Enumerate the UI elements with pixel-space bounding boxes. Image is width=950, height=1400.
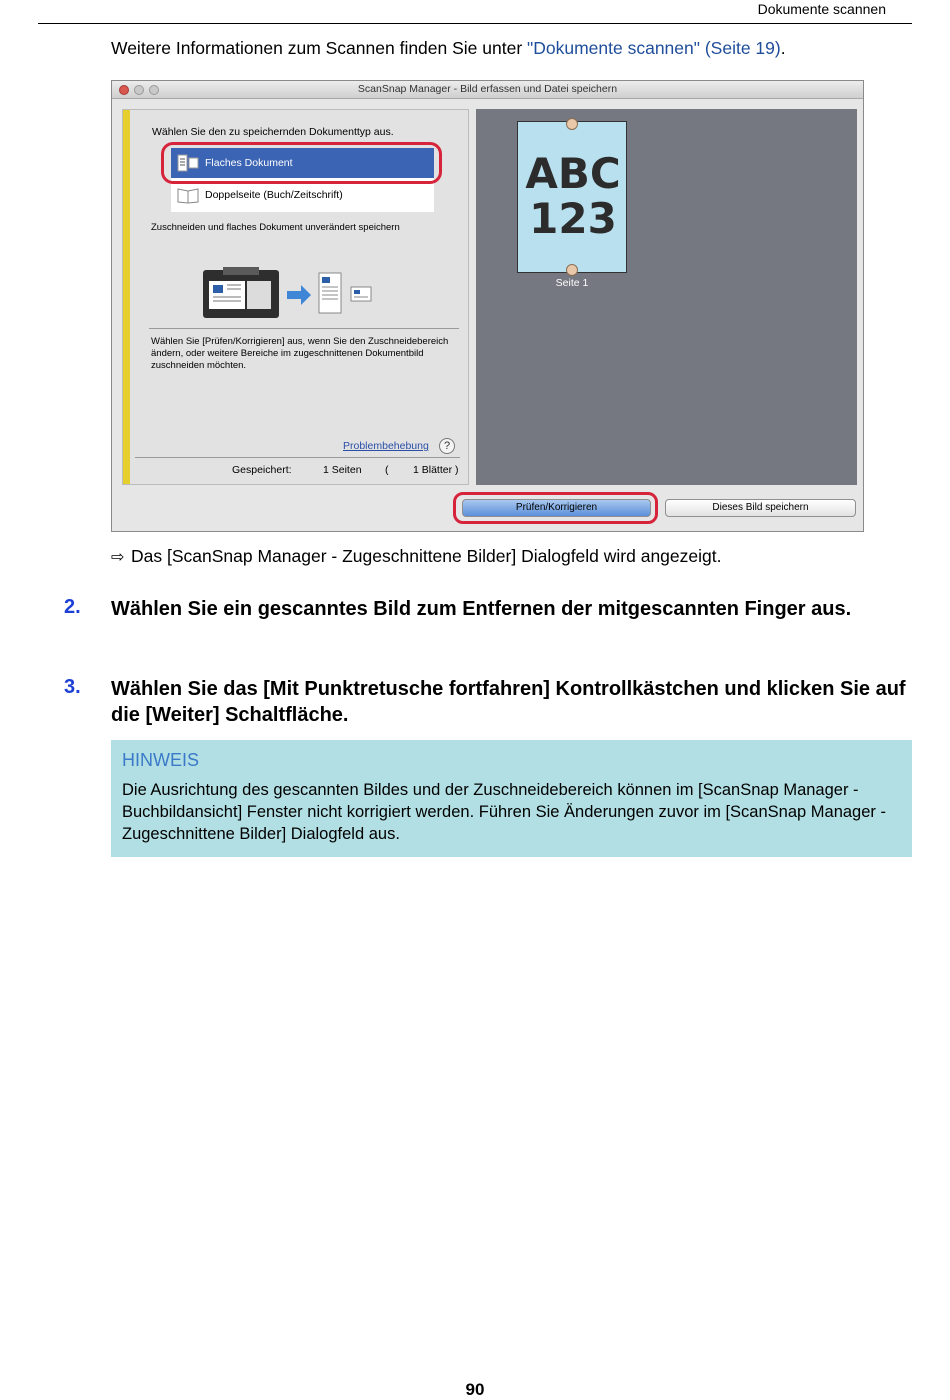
step-2-number: 2. xyxy=(64,596,81,618)
check-correct-description: Wählen Sie [Prüfen/Korrigieren] aus, wenn Sie den Zuschneidebereich ändern, oder weitere Bereiche im zugeschnittenen Dokumentbild zuschneiden möchten. xyxy=(151,336,449,371)
intro-end: . xyxy=(780,38,786,58)
window-titlebar xyxy=(112,81,863,99)
saved-open-paren: ( xyxy=(385,464,389,476)
header-rule xyxy=(38,23,912,24)
help-icon[interactable]: ? xyxy=(439,438,455,454)
preview-text-123: 123 xyxy=(529,194,617,243)
result-line xyxy=(111,546,721,567)
preview-panel xyxy=(476,109,857,485)
step-3-number: 3. xyxy=(64,676,81,698)
intro-text: Weitere Informationen zum Scannen finden Sie unter xyxy=(111,38,528,58)
save-image-button[interactable]: Dieses Bild speichern xyxy=(665,499,856,517)
crop-note: Zuschneiden und flaches Dokument unverändert speichern xyxy=(151,222,400,233)
intro-paragraph xyxy=(111,38,786,59)
highlight-frame-doctype xyxy=(161,142,442,184)
book-icon xyxy=(177,186,199,204)
preview-text-abc: ABC xyxy=(525,149,621,198)
running-header: Dokumente scannen xyxy=(757,1,886,17)
panel-divider xyxy=(149,328,459,329)
result-text: Das [ScanSnap Manager - Zugeschnittene Bilder] Dialogfeld wird angezeigt. xyxy=(131,546,722,566)
hint-body: Die Ausrichtung des gescannten Bildes und der Zuschneidebereich können im [ScanSnap Manager - Buchbildansicht] Fenster nicht korrigiert werden. Führen Sie Änderungen zuvor im [ScanSnap Manager - Zugeschnittene Bilder] Dialogfeld aus. xyxy=(122,781,886,843)
doctype-flat-label: Flaches Dokument xyxy=(205,157,293,169)
page-label: Seite 1 xyxy=(555,277,589,289)
saved-label: Gespeichert: xyxy=(232,464,292,476)
hint-box xyxy=(111,740,912,857)
scan-illustration xyxy=(203,267,383,321)
finger-top-icon xyxy=(566,118,578,130)
document-type-prompt: Wählen Sie den zu speichernden Dokumenttyp aus. xyxy=(152,126,394,138)
status-divider xyxy=(135,457,460,458)
scanned-page-thumbnail[interactable] xyxy=(517,121,627,273)
document-type-panel xyxy=(122,109,469,485)
panel-accent-bar xyxy=(123,110,130,484)
hint-title: HINWEIS xyxy=(122,750,200,770)
step-3-text: Wählen Sie das [Mit Punktretusche fortfahren] Kontrollkästchen und klicken Sie auf die [Weiter] Schaltfläche. xyxy=(111,678,906,726)
check-correct-button[interactable]: Prüfen/Korrigieren xyxy=(462,499,651,517)
doctype-book-label: Doppelseite (Buch/Zeitschrift) xyxy=(205,189,343,201)
saved-pages-value: 1 Seiten xyxy=(323,464,362,476)
intro-link[interactable]: "Dokumente scannen" (Seite 19) xyxy=(527,38,781,58)
saved-sheets-value: 1 Blätter ) xyxy=(413,464,459,476)
highlight-frame-button xyxy=(453,492,658,524)
window-title: ScanSnap Manager - Bild erfassen und Datei speichern xyxy=(357,83,618,95)
step-2-text: Wählen Sie ein gescanntes Bild zum Entfernen der mitgescannten Finger aus. xyxy=(111,598,852,620)
doctype-double-page[interactable] xyxy=(171,180,434,210)
finger-bottom-icon xyxy=(566,264,578,276)
troubleshooting-link[interactable]: Problembehebung xyxy=(343,440,429,452)
page-number: 90 xyxy=(465,1380,485,1399)
result-arrow-icon: ⇨ xyxy=(111,547,125,566)
scansnap-window-screenshot xyxy=(111,80,864,532)
